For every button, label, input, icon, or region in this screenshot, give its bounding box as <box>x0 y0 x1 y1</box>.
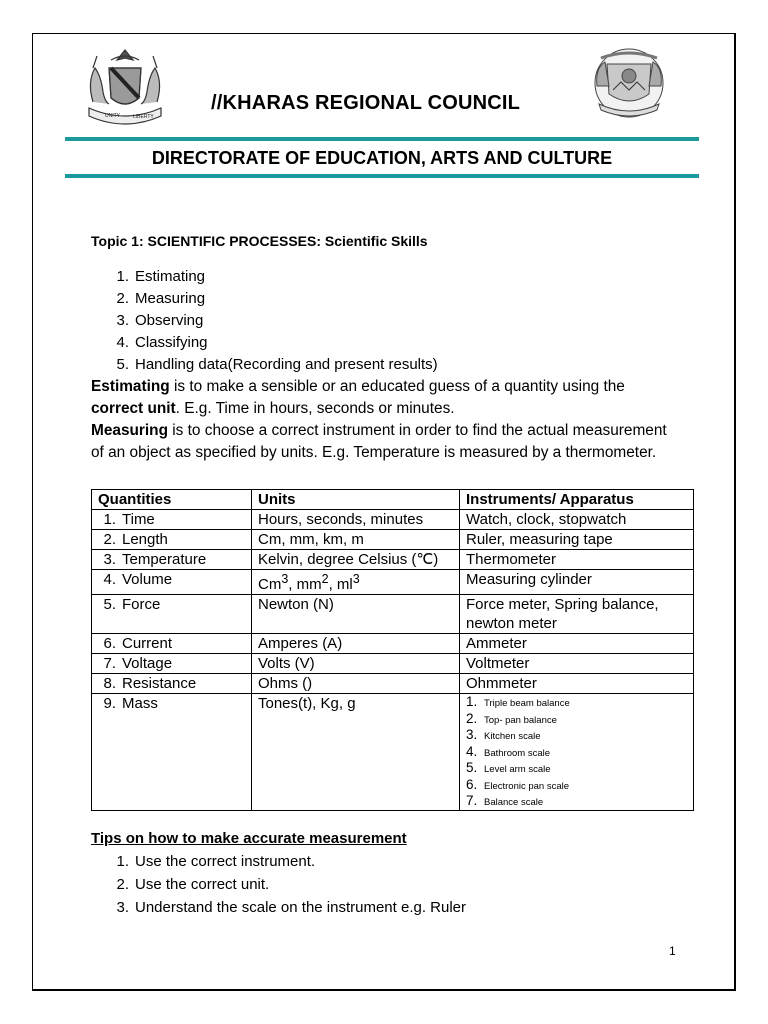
list-text: Classifying <box>135 334 208 351</box>
list-text: Estimating <box>135 268 206 285</box>
table-row <box>92 510 694 530</box>
row-number: 1. <box>103 511 116 528</box>
mass-instruments-list <box>466 694 693 810</box>
list-item <box>91 896 466 919</box>
quantity-cell <box>92 550 252 570</box>
skills-list <box>91 266 438 376</box>
list-text: Handling data(Recording and present results) <box>135 356 438 373</box>
unit-mm: , mm <box>288 576 322 593</box>
unit-exponent: 3 <box>281 572 289 586</box>
tips-list <box>91 850 466 919</box>
list-text: Level arm scale <box>484 764 551 775</box>
council-title: //KHARAS REGIONAL COUNCIL <box>211 92 521 114</box>
list-number: 3. <box>116 899 129 916</box>
quantity-name: Force <box>122 596 161 613</box>
quantity-name: Voltage <box>122 655 173 672</box>
unit-ml: , ml <box>328 576 353 593</box>
list-item <box>91 354 438 376</box>
quantity-name: Time <box>122 511 155 528</box>
table-row <box>92 654 694 674</box>
quantity-name: Mass <box>122 695 158 712</box>
measuring-text: is to choose a correct instrument in order to find the actual measurement of an object as specified by units. E.g. Temperature is measured by a thermometer. <box>91 422 667 461</box>
list-number: 4. <box>466 743 478 759</box>
list-item <box>466 727 693 744</box>
row-number: 9. <box>103 695 116 712</box>
motto-liberty: LIBERTY <box>133 114 154 120</box>
column-header-units: Units <box>252 490 460 510</box>
row-number: 5. <box>103 596 116 613</box>
list-number: 2. <box>116 876 129 893</box>
instrument-cell: Ammeter <box>460 634 694 654</box>
list-number: 3. <box>466 727 478 742</box>
list-number: 7. <box>466 793 478 808</box>
quantity-cell <box>92 530 252 550</box>
quantity-cell <box>92 510 252 530</box>
list-text: Understand the scale on the instrument e.g. Ruler <box>135 899 467 916</box>
instrument-cell <box>460 694 694 811</box>
estimating-term: Estimating <box>91 378 170 395</box>
row-number: 3. <box>103 551 116 568</box>
units-cell: Ohms () <box>252 674 460 694</box>
list-text: Use the correct instrument. <box>135 853 316 870</box>
units-cell: Volts (V) <box>252 654 460 674</box>
instrument-cell: Thermometer <box>460 550 694 570</box>
instrument-cell: Measuring cylinder <box>460 570 694 595</box>
unit-exponent: 3 <box>352 572 360 586</box>
list-text: Top- pan balance <box>484 714 557 726</box>
measuring-definition <box>91 420 671 464</box>
list-item <box>91 850 466 873</box>
list-number: 2. <box>116 290 129 307</box>
quantities-table <box>91 489 694 811</box>
list-number: 3. <box>116 312 129 329</box>
list-number: 5. <box>466 760 478 775</box>
instrument-cell: Voltmeter <box>460 654 694 674</box>
units-cell: Tones(t), Kg, g <box>252 694 460 811</box>
column-header-quantities: Quantities <box>92 490 252 510</box>
list-text: Triple beam balance <box>484 698 570 709</box>
namibia-coat-of-arms-icon <box>81 46 169 126</box>
measuring-term: Measuring <box>91 422 168 439</box>
quantity-name: Length <box>122 531 168 548</box>
table-row <box>92 634 694 654</box>
list-number: 6. <box>466 776 478 792</box>
list-number: 1. <box>466 694 478 709</box>
list-number: 2. <box>466 710 478 726</box>
quantity-name: Resistance <box>122 675 197 692</box>
motto-unity: UNITY <box>105 113 120 119</box>
units-cell: Kelvin, degree Celsius (℃) <box>252 550 460 570</box>
table-row <box>92 550 694 570</box>
estimating-definition <box>91 376 671 420</box>
quantity-name: Current <box>122 635 173 652</box>
quantity-cell <box>92 595 252 634</box>
list-text: Bathroom scale <box>484 747 551 759</box>
list-text: Balance scale <box>484 797 544 808</box>
quantity-cell <box>92 634 252 654</box>
list-item <box>91 266 438 288</box>
units-cell: Amperes (A) <box>252 634 460 654</box>
list-item <box>466 711 693 728</box>
list-number: 5. <box>116 356 129 373</box>
units-cell: Newton (N) <box>252 595 460 634</box>
table-row <box>92 674 694 694</box>
tips-heading: Tips on how to make accurate measurement <box>91 830 407 847</box>
quantity-cell <box>92 674 252 694</box>
quantity-cell <box>92 654 252 674</box>
list-item <box>91 332 438 354</box>
row-number: 7. <box>103 655 116 672</box>
list-text: Kitchen scale <box>484 731 541 742</box>
row-number: 2. <box>103 531 116 548</box>
quantity-cell <box>92 570 252 595</box>
list-text: Electronic pan scale <box>484 780 570 792</box>
table-row <box>92 694 694 811</box>
row-number: 4. <box>103 571 116 588</box>
units-cell: Cm, mm, km, m <box>252 530 460 550</box>
instrument-cell: Force meter, Spring balance, newton meter <box>460 595 694 634</box>
list-number: 4. <box>116 334 129 351</box>
units-cell <box>252 570 460 595</box>
list-text: Observing <box>135 312 204 329</box>
instrument-cell: Watch, clock, stopwatch <box>460 510 694 530</box>
row-number: 8. <box>103 675 116 692</box>
document-page <box>32 33 736 991</box>
list-number: 1. <box>116 853 129 870</box>
topic-heading: Topic 1: SCIENTIFIC PROCESSES: Scientific Skills <box>91 233 428 249</box>
unit-cm: Cm <box>258 576 282 593</box>
directorate-heading: DIRECTORATE OF EDUCATION, ARTS AND CULTURE <box>151 148 613 168</box>
instrument-cell: Ruler, measuring tape <box>460 530 694 550</box>
list-item <box>91 310 438 332</box>
list-item <box>91 873 466 896</box>
quantity-cell <box>92 694 252 811</box>
column-header-instruments: Instruments/ Apparatus <box>460 490 694 510</box>
list-item <box>466 793 693 810</box>
header-rule-top <box>65 137 699 141</box>
row-number: 6. <box>103 635 116 652</box>
table-header-row <box>92 490 694 510</box>
list-item <box>466 760 693 777</box>
page-number: 1 <box>669 944 676 958</box>
unit-exponent: 2 <box>321 572 329 586</box>
estimating-text: is to make a sensible or an educated guess of a quantity using the <box>169 378 625 395</box>
list-number: 1. <box>116 268 129 285</box>
list-item <box>91 288 438 310</box>
units-cell: Hours, seconds, minutes <box>252 510 460 530</box>
list-item <box>466 694 693 711</box>
list-item <box>466 744 693 761</box>
table-row <box>92 595 694 634</box>
list-text: Use the correct unit. <box>135 876 270 893</box>
table-row <box>92 530 694 550</box>
list-item <box>466 777 693 794</box>
instrument-cell: Ohmmeter <box>460 674 694 694</box>
quantity-name: Temperature <box>122 551 207 568</box>
kharas-region-crest-icon <box>591 46 667 120</box>
quantity-name: Volume <box>122 571 173 588</box>
estimating-example: . E.g. Time in hours, seconds or minutes. <box>175 400 455 417</box>
list-text: Measuring <box>135 290 206 307</box>
table-row <box>92 570 694 595</box>
correct-unit-term: correct unit <box>91 400 176 417</box>
header-rule-bottom <box>65 174 699 178</box>
